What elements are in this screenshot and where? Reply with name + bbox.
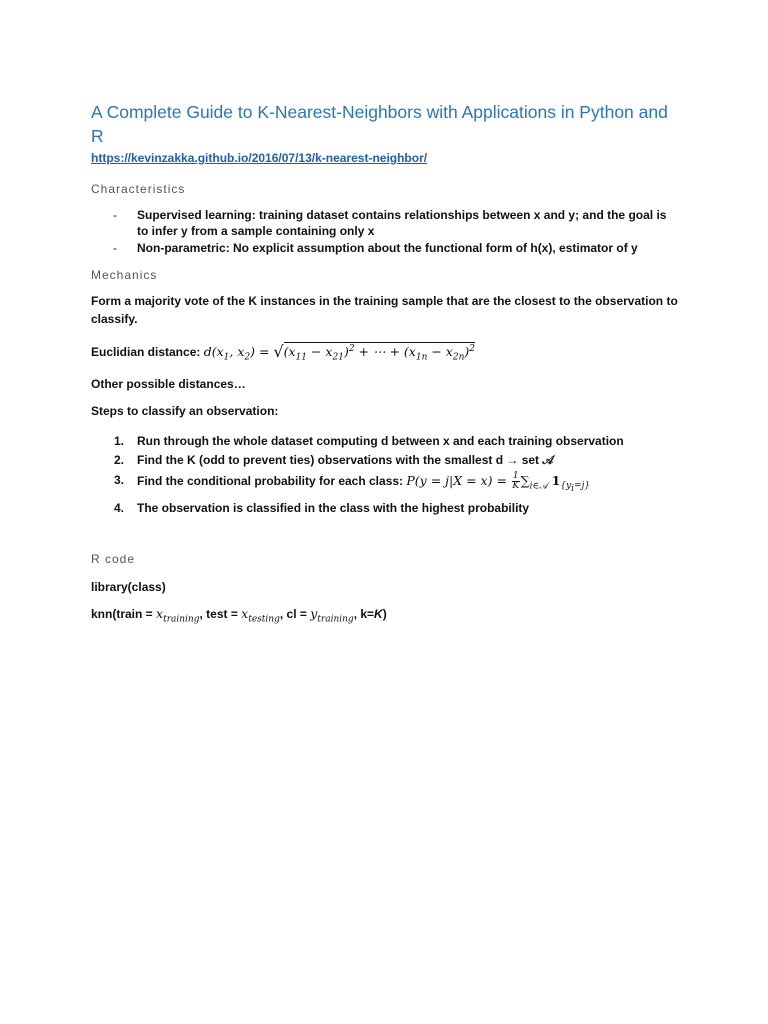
list-item bbox=[91, 499, 681, 519]
list-item bbox=[91, 240, 681, 256]
list-item-text: Supervised learning: training dataset contains relationships between x and y; and the goal is to infer y from a sample containing only x bbox=[137, 208, 667, 238]
knn-k-label: , k= bbox=[353, 606, 375, 621]
list-item bbox=[91, 471, 681, 500]
section-heading-r-code: R code bbox=[91, 551, 136, 566]
knn-prefix: knn(train = bbox=[91, 606, 157, 621]
step-number: 1. bbox=[114, 433, 125, 448]
r-code-knn bbox=[91, 605, 681, 629]
list-item bbox=[91, 432, 681, 452]
steps-label: Steps to classify an observation: bbox=[91, 403, 279, 418]
step-number: 2. bbox=[114, 453, 125, 468]
euclidian-distance-line bbox=[91, 340, 681, 367]
x-testing: $x_{testing}$ bbox=[241, 605, 280, 625]
document-page bbox=[91, 100, 681, 628]
euclidian-label: Euclidian distance: bbox=[91, 345, 204, 360]
step-text: Run through the whole dataset computing d between x and each training observation bbox=[137, 433, 624, 448]
knn-test-label: , test = bbox=[199, 606, 242, 621]
mechanics-intro: Form a majority vote of the K instances in the training sample that are the closest to the observation to classify. bbox=[91, 294, 678, 326]
knn-cl-label: , cl = bbox=[279, 606, 311, 621]
euclidian-formula: $d(x_1$, $x_2) = √(x_{11} - x_{21})^2$ + ⋯ + $(x_{1n} - x_{2n})^2$ bbox=[203, 342, 476, 363]
fraction: $\frac{1}{K}$ bbox=[512, 470, 520, 491]
knn-close: ) bbox=[382, 606, 387, 621]
list-item bbox=[91, 451, 681, 471]
knn-k-value: K bbox=[374, 606, 383, 621]
list-item-text: Non-parametric: No explicit assumption about the functional form of h(x), estimator of y bbox=[137, 241, 638, 255]
bullet-dash: - bbox=[113, 208, 117, 222]
x-training: $x_{training}$ bbox=[156, 605, 200, 625]
page-title: A Complete Guide to K-Nearest-Neighbors with Applications in Python and R bbox=[91, 102, 668, 146]
section-heading-mechanics: Mechanics bbox=[91, 268, 158, 282]
r-code-library: library(class) bbox=[91, 579, 166, 594]
step-text: Find the conditional probability for each class: bbox=[137, 473, 407, 488]
probability-formula: P(y = j|X = x) = $\frac{1}{K}$ $\sum_{i\in 𝒜}$ $1_{\{y_i=j\}}$ bbox=[406, 470, 591, 494]
section-heading-characteristics: Characteristics bbox=[91, 182, 186, 196]
source-link[interactable]: https://kevinzakka.github.io/2016/07/13/k-nearest-neighbor/ bbox=[91, 151, 428, 165]
step-text: Find the K (odd to prevent ties) observations with the smallest d → set 𝒜 bbox=[137, 453, 554, 468]
step-text: The observation is classified in the class with the highest probability bbox=[137, 501, 530, 516]
step-number: 4. bbox=[114, 501, 125, 516]
bullet-dash: - bbox=[113, 241, 117, 255]
other-distances: Other possible distances… bbox=[91, 376, 246, 391]
y-training: $y_{training}$ bbox=[310, 605, 354, 625]
list-item bbox=[91, 207, 681, 239]
step-number: 3. bbox=[114, 472, 125, 487]
steps-list bbox=[91, 432, 681, 519]
characteristics-list bbox=[91, 207, 681, 256]
